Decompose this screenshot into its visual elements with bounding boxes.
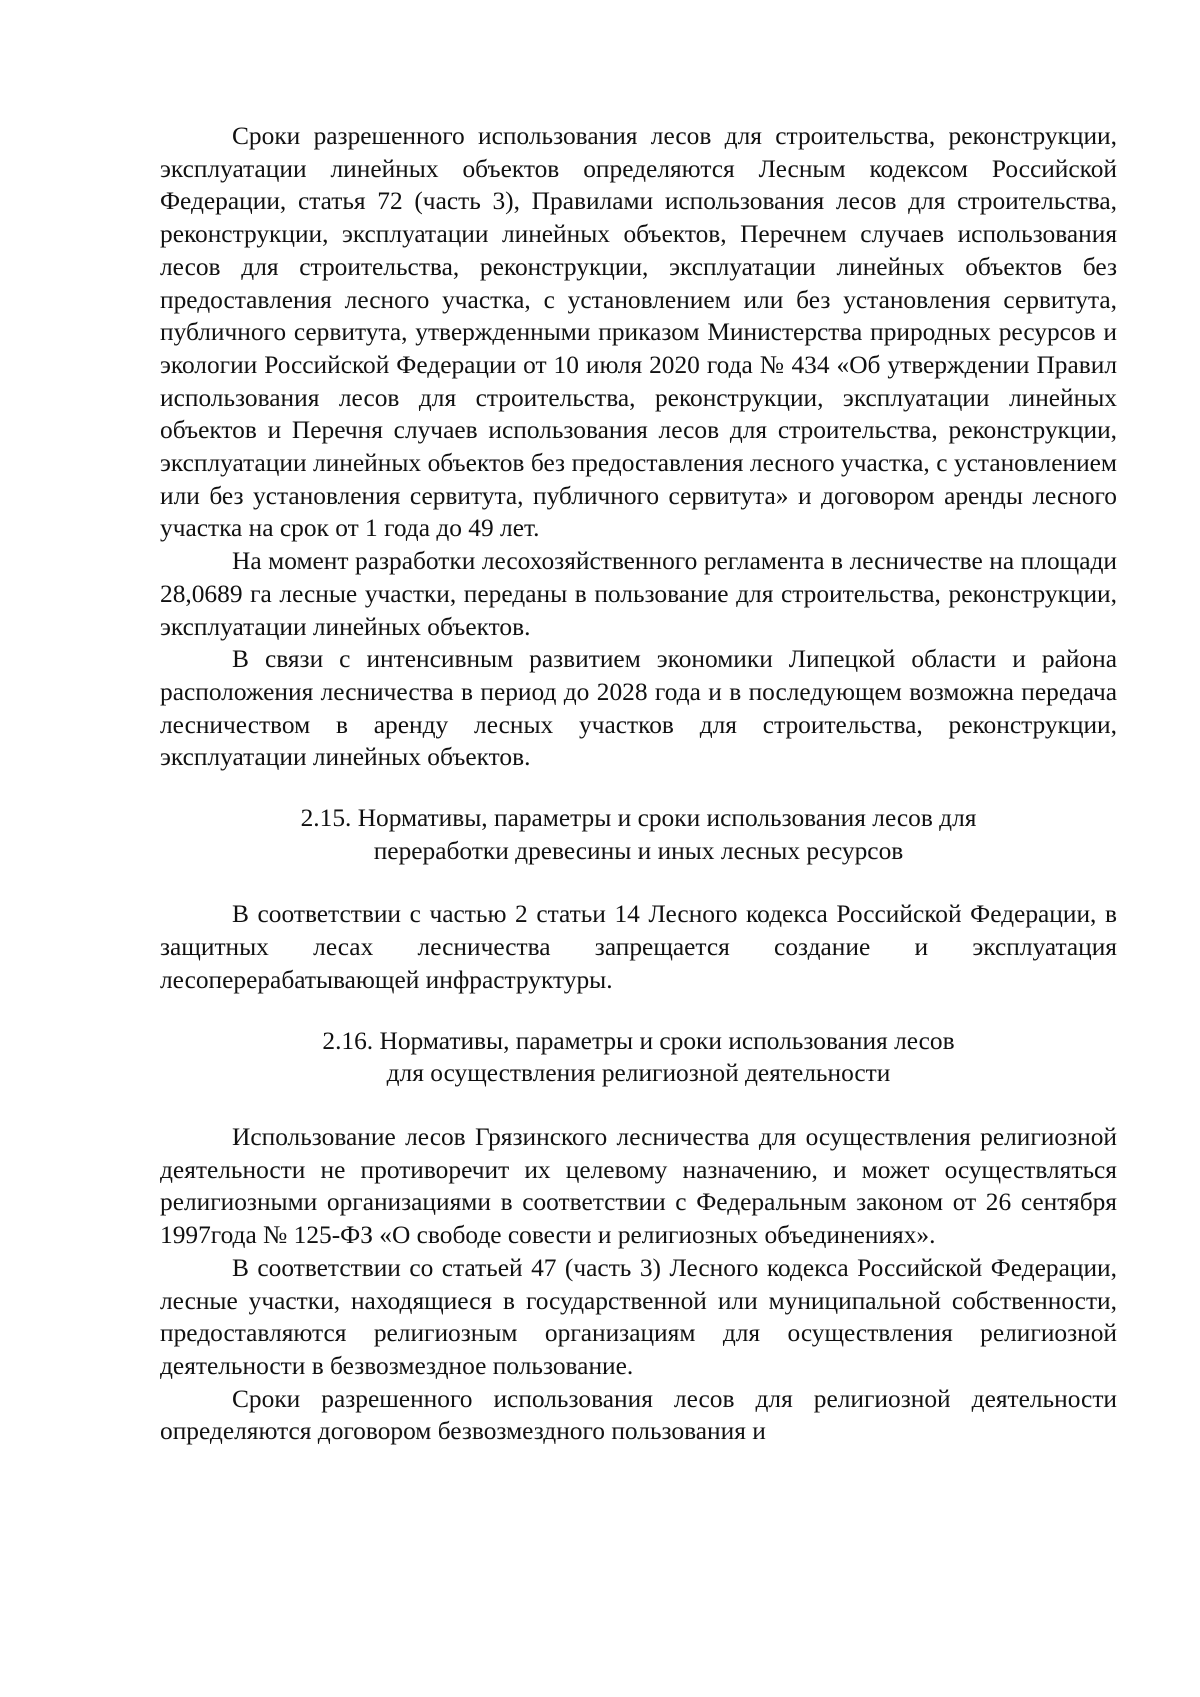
document-body bbox=[160, 120, 1117, 1448]
spacer bbox=[160, 1090, 1117, 1121]
section-2-15-heading-line1: 2.15. Нормативы, параметры и сроки использования лесов для bbox=[300, 804, 977, 833]
paragraph-wood-processing-ban: В соответствии с частью 2 статьи 14 Лесного кодекса Российской Федерации, в защитных лесах лесничества запрещается создание и эксплуатация лесоперерабатывающей инфраструктуры. bbox=[160, 900, 1117, 994]
section-2-15-heading bbox=[160, 802, 1117, 867]
section-2-16-heading bbox=[160, 1025, 1117, 1090]
spacer bbox=[160, 774, 1117, 802]
section-2-16-heading-line2: для осуществления религиозной деятельности bbox=[386, 1059, 891, 1088]
paragraph-free-use-provision: В соответствии со статьей 47 (часть 3) Лесного кодекса Российской Федерации, лесные участки, находящиеся в государственной или муниципальной собственности, предоставляются религиозным организациям для осуществления религиозной деятельности в безвозмездное пользование. bbox=[160, 1253, 1117, 1380]
spacer bbox=[160, 997, 1117, 1025]
paragraph-religious-use: Использование лесов Грязинского лесничества для осуществления религиозной деятельности не противоречит их целевому назначению, и может осуществляться религиозными организациями в соответствии с Федеральным законом от 26 сентября 1997года № 125-ФЗ «О свободе совести и религиозных объединениях». bbox=[160, 1122, 1117, 1250]
paragraph-future-development: В связи с интенсивным развитием экономики Липецкой области и района расположения лесничества в период до 2028 года и в последующем возможна передача лесничеством в аренду лесных участков для строительства, реконструкции, эксплуатации линейных объектов. bbox=[160, 645, 1117, 772]
spacer bbox=[160, 867, 1117, 898]
paragraph-religious-use-terms: Сроки разрешенного использования лесов для религиозной деятельности определяются договором безвозмездного пользования и bbox=[160, 1384, 1117, 1446]
paragraph-current-area: На момент разработки лесохозяйственного регламента в лесничестве на площади 28,0689 га лесные участки, переданы в пользование для строительства, реконструкции, эксплуатации линейных объектов. bbox=[160, 547, 1117, 641]
section-2-15-heading-line2: переработки древесины и иных лесных ресурсов bbox=[373, 836, 904, 865]
paragraph-linear-objects-terms: Сроки разрешенного использования лесов для строительства, реконструкции, эксплуатации линейных объектов определяются Лесным кодексом Российской Федерации, статья 72 (часть 3), Правилами использования лесов для строительства, реконструкции, эксплуатации линейных объектов, Перечнем случаев использования лесов для строительства, реконструкции, эксплуатации линейных объектов без предоставления лесного участка, с установлением или без установления сервитута, публичного сервитута, утвержденными приказом Министерства природных ресурсов и экологии Российской Федерации от 10 июля 2020 года № 434 «Об утверждении Правил использования лесов для строительства, реконструкции, эксплуатации линейных объектов и Перечня случаев использования лесов для строительства, реконструкции, эксплуатации линейных объектов без предоставления лесного участка, с установлением или без установления сервитута, публичного сервитута» и договором аренды лесного участка на срок от 1 года до 49 лет. bbox=[160, 122, 1117, 543]
section-2-16-heading-line1: 2.16. Нормативы, параметры и сроки использования лесов bbox=[322, 1026, 955, 1055]
